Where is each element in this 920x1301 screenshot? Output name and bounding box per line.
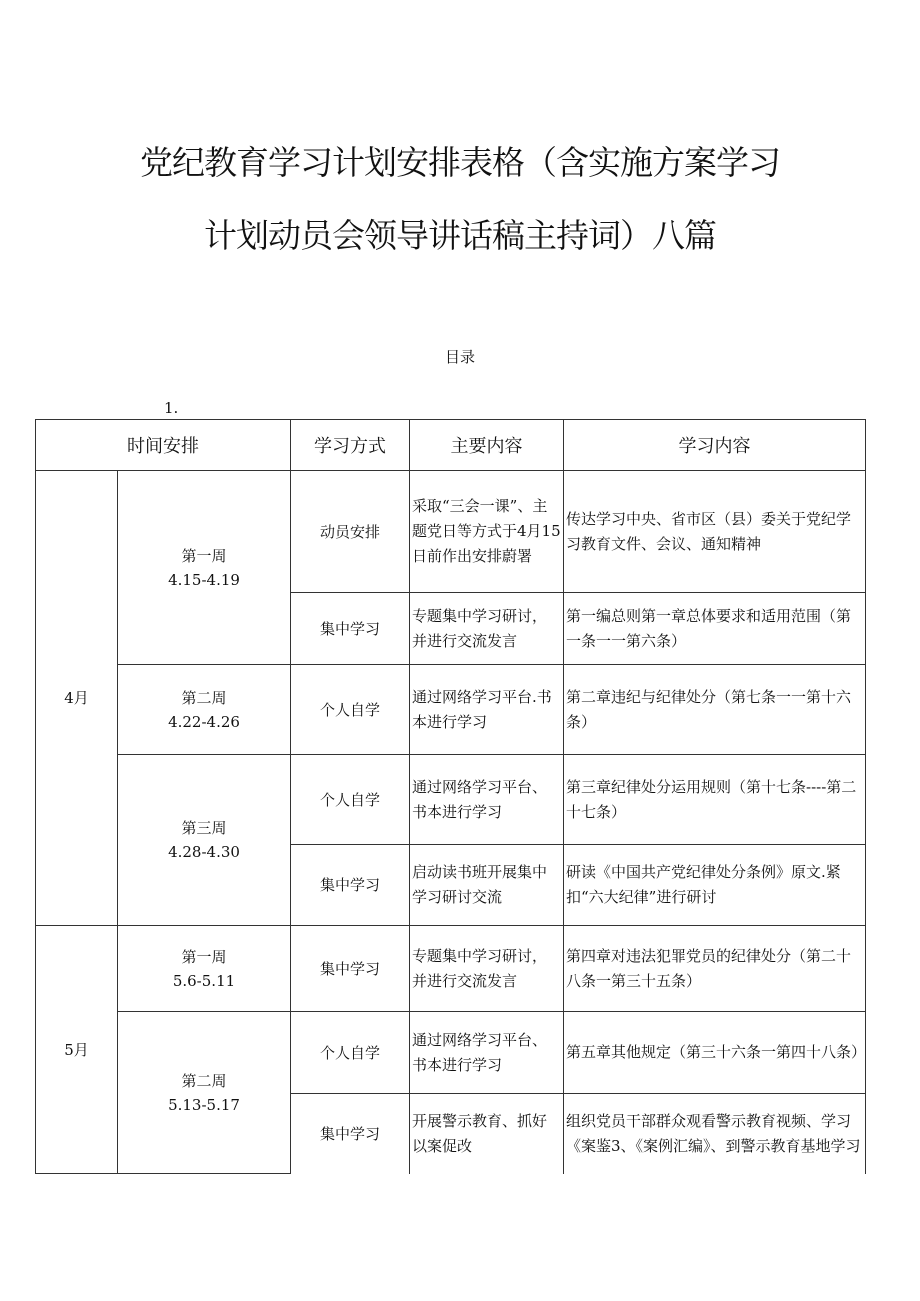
header-mode: 学习方式	[291, 420, 410, 471]
week-dates: 4.15-4.19	[168, 570, 240, 589]
week-name: 第一周	[181, 947, 227, 966]
month-cell: 4月	[36, 471, 118, 926]
main-cell: 启动读书班开展集中学习研讨交流	[410, 845, 564, 926]
table-header-row	[36, 420, 866, 471]
header-time: 时间安排	[36, 420, 291, 471]
week-dates: 5.6-5.11	[172, 971, 236, 990]
content-cell: 第二章违纪与纪律处分（第七条一一第十六条）	[564, 665, 866, 755]
week-cell	[118, 471, 291, 665]
week-cell	[118, 665, 291, 755]
table-row	[36, 755, 866, 845]
document-title-line-1: 党纪教育学习计划安排表格（含实施方案学习	[140, 143, 780, 182]
main-cell: 通过网络学习平台.书本进行学习	[410, 665, 564, 755]
main-cell: 采取“三会一课”、主题党日等方式于4月15日前作出安排蔚署	[410, 471, 564, 593]
header-content: 学习内容	[564, 420, 866, 471]
main-cell: 通过网络学习平台、书本进行学习	[410, 755, 564, 845]
week-name: 第二周	[181, 688, 227, 707]
main-cell: 通过网络学习平台、书本进行学习	[410, 1012, 564, 1094]
main-cell: 专题集中学习研讨，并进行交流发言	[410, 926, 564, 1012]
week-name: 第三周	[181, 819, 227, 837]
mode-cell: 动员安排	[291, 471, 410, 593]
mode-cell: 集中学习	[291, 593, 410, 665]
week-cell	[118, 926, 291, 1012]
content-cell: 第三章纪律处分运用规则（第十七条----第二十七条）	[564, 755, 866, 845]
header-main: 主要内容	[410, 420, 564, 471]
study-plan-table	[35, 419, 866, 1174]
week-name: 第二周	[181, 1071, 227, 1090]
mode-cell: 个人自学	[291, 1012, 410, 1094]
main-cell: 专题集中学习研讨，并进行交流发言	[410, 593, 564, 665]
week-name: 第一周	[181, 546, 227, 565]
month-cell: 5月	[36, 926, 118, 1174]
week-cell	[118, 755, 291, 926]
table-row	[36, 926, 866, 1012]
content-cell: 第一编总则第一章总体要求和适用范围（第一条一一第六条）	[564, 593, 866, 665]
item-number: 1.	[164, 399, 179, 417]
content-cell: 组织党员干部群众观看警示教育视频、学习《案鉴3、《案例汇编》、到警示教育基地学习	[564, 1094, 866, 1174]
content-cell: 传达学习中央、省市区（县）委关于党纪学习教育文件、会议、通知精神	[564, 471, 866, 593]
mode-cell: 集中学习	[291, 845, 410, 926]
main-cell: 开展警示教育、抓好以案促改	[410, 1094, 564, 1174]
content-cell: 研读《中国共产党纪律处分条例》原文.紧扣“六大纪律”进行研讨	[564, 845, 866, 926]
document-title-line-2: 计划动员会领导讲话稿主持词）八篇	[204, 216, 716, 255]
mode-cell: 集中学习	[291, 926, 410, 1012]
content-cell: 第五章其他规定（第三十六条一第四十八条）	[564, 1012, 866, 1094]
week-dates: 4.22-4.26	[168, 712, 240, 731]
table-row	[36, 1012, 866, 1094]
table-row	[36, 471, 866, 593]
toc-label: 目录	[444, 348, 475, 366]
week-dates: 5.13-5.17	[168, 1095, 240, 1114]
content-cell: 第四章对违法犯罪党员的纪律处分（第二十八条一第三十五条）	[564, 926, 866, 1012]
mode-cell: 集中学习	[291, 1094, 410, 1174]
table-row	[36, 665, 866, 755]
week-dates: 4.28-4.30	[168, 843, 240, 861]
mode-cell: 个人自学	[291, 665, 410, 755]
week-cell	[118, 1012, 291, 1174]
mode-cell: 个人自学	[291, 755, 410, 845]
